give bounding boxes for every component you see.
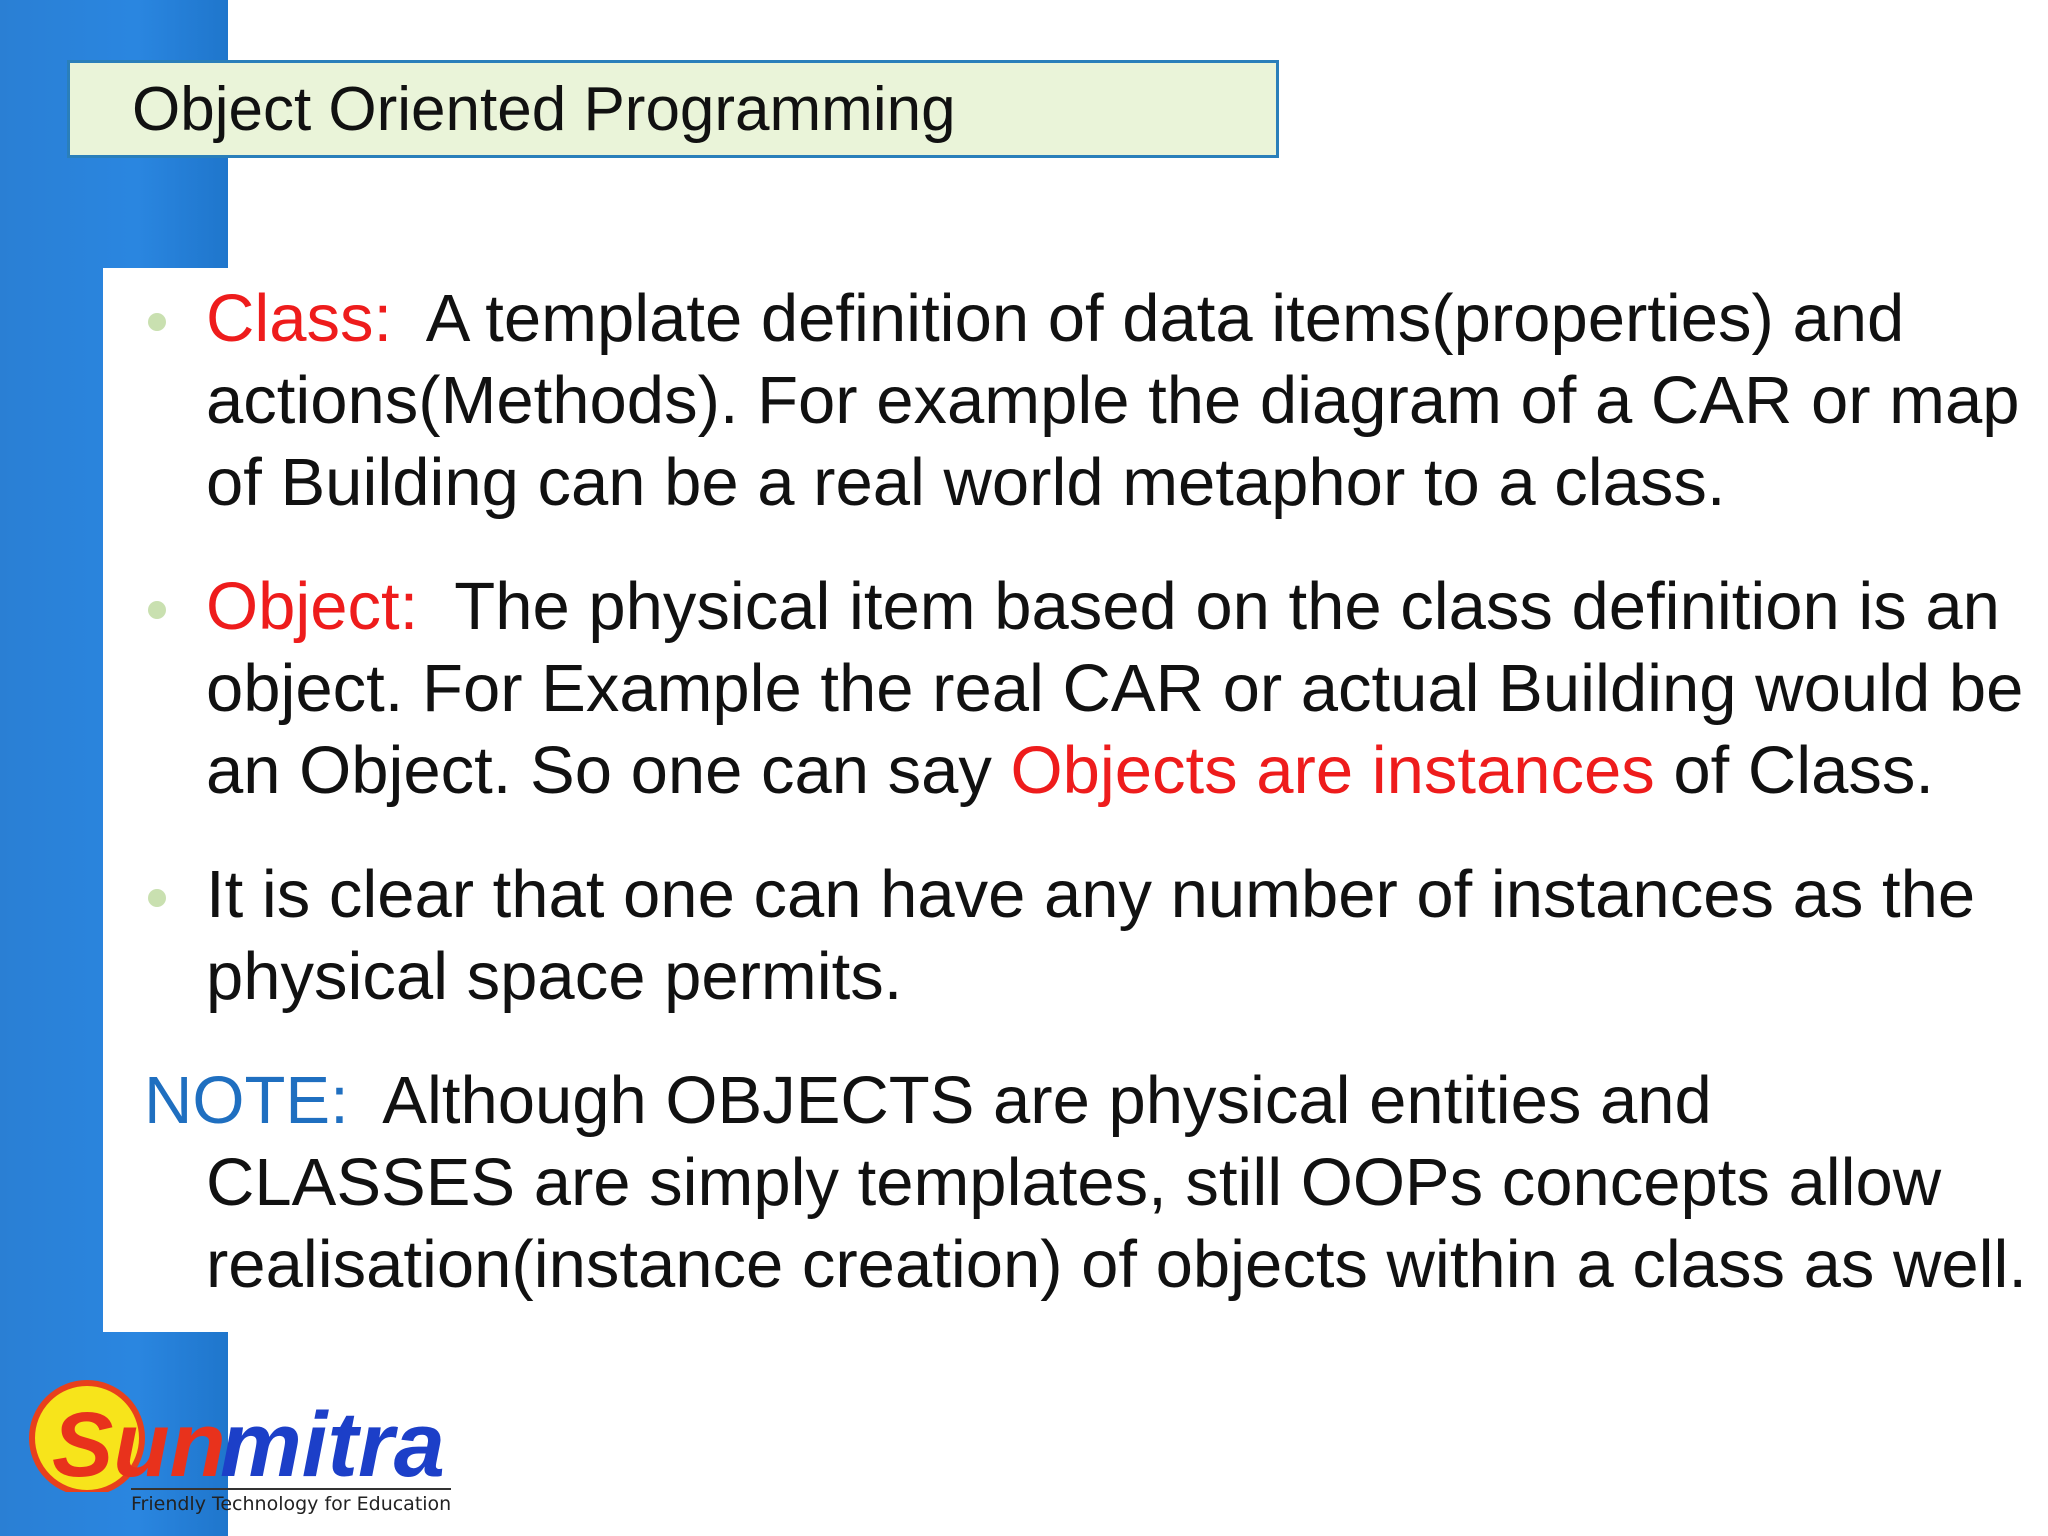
bullet-text: It is clear that one can have any number of instances as the physical space permits. — [206, 857, 1976, 1014]
logo-brand-mitra: mitra — [220, 1394, 445, 1492]
note-paragraph — [144, 1060, 2034, 1306]
bullet-dot-icon — [148, 313, 166, 331]
bullet-text: The physical item based on the class definition is an object. For Example the real CAR or actual Building would be an Object. So one can say — [206, 569, 2024, 808]
bullet-instances — [144, 854, 2034, 1018]
logo-tagline: Friendly Technology for Education — [131, 1488, 451, 1515]
slide-title: Object Oriented Programming — [132, 74, 956, 144]
bullet-dot-icon — [148, 889, 166, 907]
bullet-class — [144, 278, 2034, 524]
bullet-dot-icon — [148, 601, 166, 619]
bullet-text-after: of Class. — [1654, 733, 1935, 808]
note-text: Although OBJECTS are physical entities and CLASSES are simply templates, still OOPs concepts allow realisation(instance creation) of objects within a class as well. — [206, 1063, 2028, 1302]
term-object: Object: — [206, 569, 419, 644]
bullet-text: A template definition of data items(properties) and actions(Methods). For example the diagram of a CAR or map of Building can be a real world metaphor to a class. — [206, 281, 2020, 520]
note-label: NOTE: — [144, 1063, 349, 1138]
slide-title-box — [67, 60, 1279, 158]
logo-brand-sun: Sun — [52, 1394, 226, 1492]
sun-logo-icon — [20, 1372, 470, 1492]
slide-body — [144, 278, 2034, 1306]
term-class: Class: — [206, 281, 393, 356]
bullet-object — [144, 566, 2034, 812]
highlight-text: Objects are instances — [1010, 733, 1655, 808]
